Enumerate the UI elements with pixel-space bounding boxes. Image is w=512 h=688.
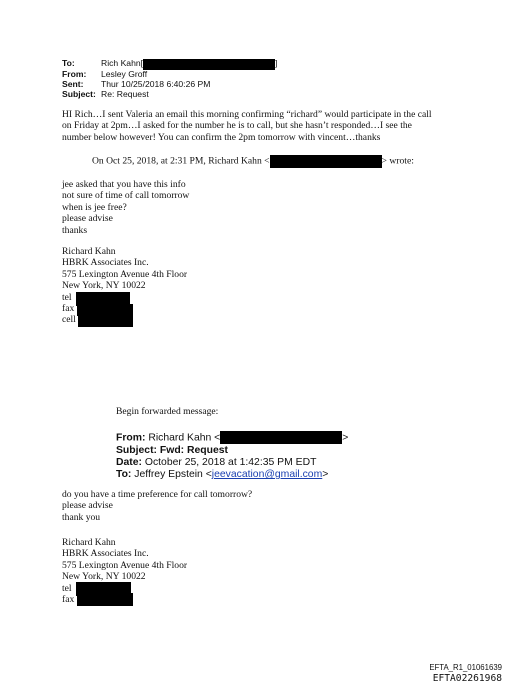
signature-line: New York, NY 10022 <box>62 280 146 292</box>
forward-begin: Begin forwarded message: <box>116 406 219 417</box>
email-link[interactable]: jeevacation@gmail.com <box>211 469 323 481</box>
forward-date-row <box>116 457 348 469</box>
body-line: on Friday at 2pm…I asked for the number he is to call, but she hasn’t responded…I see the <box>62 120 412 132</box>
quote-prefix: On Oct 25, 2018, at 2:31 PM, Richard Kahn < <box>92 155 270 167</box>
subject-value: Re: Request <box>101 88 149 99</box>
redaction-bar <box>77 593 133 606</box>
tel-label: tel <box>62 291 72 303</box>
to-label: To: <box>62 58 75 68</box>
forward-from-close: > <box>342 432 349 444</box>
redaction-bar <box>220 431 342 444</box>
to-close: ] <box>275 58 278 68</box>
signature-line: HBRK Associates Inc. <box>62 257 149 269</box>
redaction-bar <box>143 58 278 70</box>
footer-id-1: EFTA_R1_01061639 <box>429 663 502 672</box>
message-line: please advise <box>62 213 113 225</box>
signature-line: 575 Lexington Avenue 4th Floor <box>62 559 188 571</box>
sent-label: Sent: <box>62 78 84 89</box>
message-line: thank you <box>62 511 101 523</box>
forward-from-row <box>116 431 348 445</box>
sent-value: Thur 10/25/2018 6:40:26 PM <box>101 78 211 89</box>
email-body <box>62 109 432 143</box>
signature-line: Richard Kahn <box>62 537 116 548</box>
header-subject-row <box>62 90 277 100</box>
quoted-message <box>62 179 189 236</box>
forward-from-label: From: <box>116 432 146 444</box>
signature-line: HBRK Associates Inc. <box>62 548 149 560</box>
body-line: number below however! You can confirm the 2pm tomorrow with vincent…thanks <box>62 131 381 143</box>
message-line: thanks <box>62 224 88 236</box>
fax-label: fax <box>62 303 75 315</box>
redaction-bar <box>270 155 382 168</box>
from-value: Lesley Groff <box>101 69 148 79</box>
fax-label: fax <box>62 594 75 606</box>
forward-to-close: > <box>322 469 329 481</box>
message-line: jee asked that you have this info <box>62 179 186 190</box>
forward-to-value: Jeffrey Epstein < <box>134 469 212 481</box>
forward-subject-label: Subject: <box>116 444 157 456</box>
subject-label: Subject: <box>62 88 96 99</box>
signature-line: New York, NY 10022 <box>62 571 146 583</box>
forward-subject-row <box>116 445 348 457</box>
forward-header <box>116 431 348 481</box>
footer-id-2: EFTA02261968 <box>432 673 502 684</box>
quote-suffix: > wrote: <box>381 155 414 167</box>
signature-line: Richard Kahn <box>62 246 116 257</box>
forward-to-row <box>116 469 348 481</box>
forward-subject-value: Fwd: Request <box>159 444 229 456</box>
tel-label: tel <box>62 582 72 594</box>
forward-date-value: October 25, 2018 at 1:42:35 PM EDT <box>144 456 317 468</box>
message-line: when is jee free? <box>62 201 127 213</box>
header-to-row <box>62 59 277 70</box>
body-line: HI Rich…I sent Valeria an email this morning confirming “richard” would participate in the call <box>62 109 432 120</box>
redaction-bar <box>78 314 133 327</box>
signature-line: 575 Lexington Avenue 4th Floor <box>62 268 188 280</box>
message-line: do you have a time preference for call tomorrow? <box>62 489 253 500</box>
quote-line <box>92 155 414 168</box>
email-header <box>62 59 277 99</box>
message-line: not sure of time of call tomorrow <box>62 190 190 202</box>
to-value: Rich Kahn[ <box>101 58 144 68</box>
forwarded-message <box>62 489 252 523</box>
cell-label: cell <box>62 314 76 326</box>
message-line: please advise <box>62 500 113 512</box>
forward-date-label: Date: <box>116 456 142 468</box>
forward-from-value: Richard Kahn < <box>148 432 221 444</box>
forward-to-label: To: <box>116 469 132 481</box>
from-label: From: <box>62 69 87 79</box>
